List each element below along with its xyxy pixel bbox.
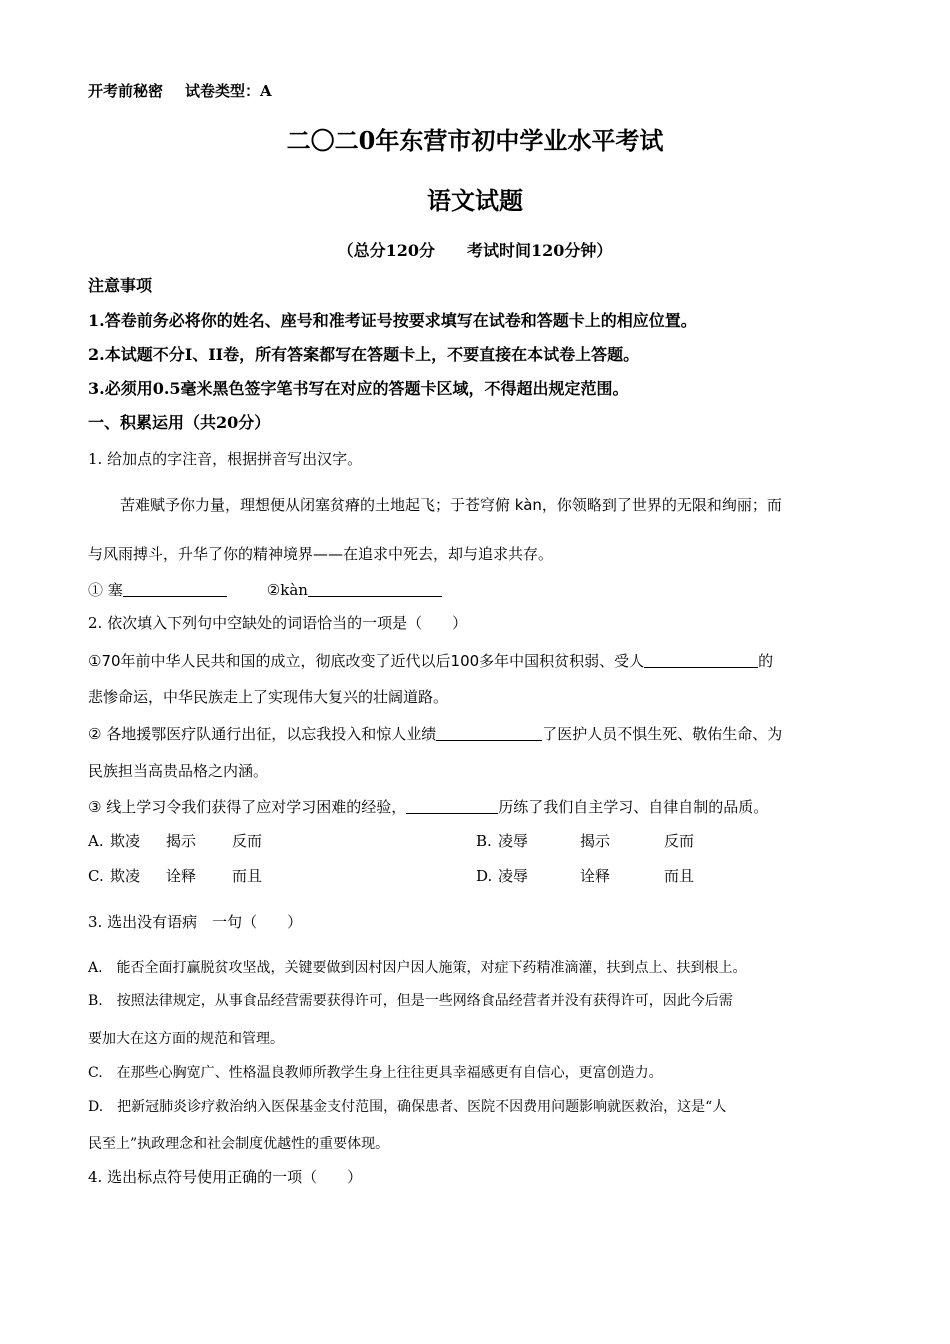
option-b[interactable]: B. 凌辱 揭示 反而: [476, 832, 695, 850]
exam-type-label: 试卷类型：A: [185, 82, 272, 100]
q2-blank-1[interactable]: [644, 652, 758, 668]
q2-sentence-2: ② 各地援鄂医疗队通行出征，以忘我投入和惊人业绩 了医护人员不惧生死、敬佑生命、为: [88, 725, 783, 743]
answer-blank-2[interactable]: [308, 581, 442, 597]
notes-heading: 注意事项: [88, 276, 153, 295]
question-3-stem: 3. 选出没有语病 一句（ ）: [88, 913, 303, 931]
q2-blank-3[interactable]: [406, 798, 498, 814]
blank2-label: ②kàn: [266, 581, 308, 599]
exam-title: 二〇二0年东营市初中学业水平考试: [286, 126, 664, 155]
q2-blank-2[interactable]: [436, 725, 542, 741]
q1-answer-blanks: [88, 579, 442, 601]
exam-subtitle: 语文试题: [427, 186, 523, 215]
exam-header: [88, 80, 272, 102]
q3-option-c[interactable]: C. 在那些心胸宽广、性格温良教师所教学生身上往往更具幸福感更有自信心，更富创造力。: [88, 1065, 663, 1081]
question-1-stem: 1. 给加点的字注音，根据拼音写出汉字。: [88, 450, 363, 468]
secret-label: 开考前秘密: [88, 82, 164, 100]
note-item: 3.必须用0.5毫米黑色签字笔书写在对应的答题卡区域，不得超出规定范围。: [88, 379, 629, 398]
q3-option-d-cont: 民至上”执政理念和社会制度优越性的重要体现。: [88, 1136, 390, 1152]
q2-sentence-3: ③ 线上学习令我们获得了应对学习困难的经验， 历练了我们自主学习、自律自制的品质。: [88, 798, 769, 816]
q2-sentence-1-cont: 悲惨命运，中华民族走上了实现伟大复兴的壮阔道路。: [88, 688, 449, 706]
section-heading: 一、积累运用（共20分）: [88, 413, 271, 432]
note-item: 2.本试题不分I、II卷，所有答案都写在答题卡上，不要直接在本试卷上答题。: [88, 345, 640, 364]
q2-sentence-1: ①70年前中华人民共和国的成立，彻底改变了近代以后100多年中国积贫积弱、受人 的: [88, 652, 774, 670]
q1-passage-line: 与风雨搏斗，升华了你的精神境界——在追求中死去，却与追求共存。: [88, 545, 554, 563]
option-d[interactable]: D. 凌辱 诠释 而且: [476, 867, 695, 885]
option-a[interactable]: A. 欺凌 揭示 反而: [88, 832, 263, 850]
q3-option-a[interactable]: A. 能否全面打赢脱贫攻坚战，关键要做到因村因户因人施策，对症下药精准滴灌，扶到点上、扶到根上。: [88, 960, 747, 976]
q3-option-d[interactable]: D. 把新冠肺炎诊疗救治纳入医保基金支付范围，确保患者、医院不因费用问题影响就医救治，这是“人: [88, 1099, 727, 1115]
q2-sentence-2-cont: 民族担当高贵品格之内涵。: [88, 762, 269, 780]
blank1-label: ① 塞: [88, 581, 123, 599]
note-item: 1.答卷前务必将你的姓名、座号和准考证号按要求填写在试卷和答题卡上的相应位置。: [88, 311, 697, 330]
q3-option-b-cont: 要加大在这方面的规范和管理。: [88, 1031, 284, 1047]
question-2-stem: 2. 依次填入下列句中空缺处的词语恰当的一项是（ ）: [88, 614, 468, 632]
q1-passage-line: 苦难赋予你力量，理想便从闭塞贫瘠的土地起飞；于苍穹俯 kàn，你领略到了世界的无限和绚丽；而: [120, 496, 782, 514]
q3-option-b[interactable]: B. 按照法律规定，从事食品经营需要获得许可，但是一些网络食品经营者并没有获得许可，因此今后需: [88, 993, 733, 1009]
option-c[interactable]: C. 欺凌 诠释 而且: [88, 867, 263, 885]
question-4-stem: 4. 选出标点符号使用正确的一项（ ）: [88, 1168, 363, 1186]
answer-blank-1[interactable]: [123, 581, 227, 597]
score-time: （总分120分 考试时间120分钟）: [337, 241, 613, 260]
